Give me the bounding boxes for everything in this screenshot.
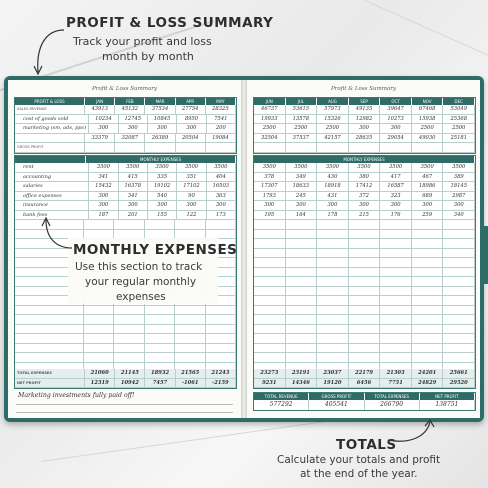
value-cell: 300	[254, 201, 286, 210]
blank-row	[254, 315, 475, 325]
left-page-heading: Profit & Loss Summary	[91, 86, 158, 92]
value-cell: 300	[177, 124, 206, 133]
value-cell: 26389	[145, 134, 175, 143]
value-cell: 10273	[380, 115, 412, 124]
net-cell: 6456	[349, 379, 381, 388]
net-cell: 10942	[115, 379, 145, 388]
value-cell: 16587	[380, 182, 412, 191]
value-cell: 415	[119, 173, 148, 182]
value-cell: 2500	[443, 124, 475, 133]
blank-row	[254, 334, 475, 344]
row-label: cost of goods sold	[15, 115, 89, 124]
value-cell: 16378	[119, 182, 148, 191]
value-cell: 3500	[254, 163, 286, 172]
value-cell: 300	[380, 124, 412, 133]
curved-arrow-icon	[386, 418, 436, 448]
value-cell: 67468	[412, 105, 444, 114]
row-label	[15, 134, 85, 143]
value-cell: 300	[89, 201, 118, 210]
total-cell: 21565	[176, 369, 206, 378]
value-cell: 3500	[177, 163, 206, 172]
value-cell: 176	[380, 211, 412, 220]
value-cell: 33379	[85, 134, 115, 143]
blank-row	[15, 306, 236, 316]
value-cell: 259	[412, 211, 444, 220]
month-header: JUL	[286, 98, 318, 105]
summary-row	[254, 124, 475, 134]
total-revenue-value: 577292	[254, 400, 309, 410]
value-cell: 18633	[286, 182, 318, 191]
total-expenses-value: 266790	[365, 400, 420, 410]
value-cell: 3500	[148, 163, 177, 172]
value-cell: 300	[119, 124, 148, 133]
blank-row	[254, 296, 475, 306]
summary-row-header: PROFIT & LOSS	[15, 98, 85, 105]
net-profit-row	[254, 379, 475, 389]
pl-callout-desc-1: Track your profit and loss	[73, 35, 212, 48]
value-cell: 122	[177, 211, 206, 220]
value-cell: 12982	[349, 115, 381, 124]
value-cell: 3500	[317, 163, 349, 172]
value-cell: 18145	[443, 182, 475, 191]
gross-profit-value: 405541	[309, 400, 364, 410]
value-cell: 300	[349, 201, 381, 210]
value-cell: 53049	[443, 105, 475, 114]
blank-row	[254, 249, 475, 259]
value-cell: 300	[89, 124, 118, 133]
value-cell	[145, 143, 175, 152]
value-cell: 18918	[317, 182, 349, 191]
total-cell: 24201	[412, 369, 444, 378]
blank-row	[254, 258, 475, 268]
expenses-header: MONTHLY EXPENSES	[86, 156, 236, 163]
row-label: GROSS PROFIT	[15, 143, 85, 152]
row-label: marketing (sm, ads, ppc)	[15, 124, 89, 133]
month-header: APR	[176, 98, 206, 105]
blank-row	[15, 334, 236, 344]
blank-row	[254, 325, 475, 335]
value-cell: 90	[177, 192, 206, 201]
total-cell: 18932	[145, 369, 175, 378]
value-cell: 201	[119, 211, 148, 220]
value-cell: 380	[349, 173, 381, 182]
totals-header: TOTAL REVENUE	[254, 393, 309, 400]
value-cell: 49135	[349, 105, 381, 114]
value-cell: 351	[177, 173, 206, 182]
pl-callout-title: PROFIT & LOSS SUMMARY	[66, 15, 274, 31]
me-callout-desc-1: Use this section to track	[75, 261, 203, 273]
value-cell: 32504	[254, 134, 286, 143]
value-cell: 3500	[412, 163, 444, 172]
value-cell: 19933	[254, 115, 286, 124]
value-cell: 389	[443, 173, 475, 182]
value-cell: 39647	[380, 105, 412, 114]
value-cell: 2500	[286, 124, 318, 133]
summary-row	[254, 134, 475, 144]
blank-row	[15, 325, 236, 335]
blank-row	[254, 306, 475, 316]
value-cell: 7541	[207, 115, 236, 124]
blank-row	[254, 277, 475, 287]
summary-row	[15, 143, 236, 153]
value-cell: 300	[412, 201, 444, 210]
expense-row	[15, 201, 236, 211]
row-label: rent	[15, 163, 89, 172]
value-cell: 300	[119, 201, 148, 210]
total-expenses-row	[15, 369, 236, 379]
value-cell: 25181	[443, 134, 475, 143]
summary-row	[254, 105, 475, 115]
value-cell: 2500	[317, 124, 349, 133]
value-cell: 300	[443, 201, 475, 210]
value-cell	[206, 143, 236, 152]
row-label: salaries	[15, 182, 89, 191]
net-cell: 7751	[380, 379, 412, 388]
value-cell: 17412	[349, 182, 381, 191]
curved-arrow-icon	[38, 214, 74, 254]
value-cell	[412, 143, 444, 152]
net-cell: -2159	[206, 379, 236, 388]
value-cell: 16503	[207, 182, 236, 191]
value-cell	[286, 143, 318, 152]
value-cell: 3500	[286, 163, 318, 172]
blank-row	[254, 230, 475, 240]
value-cell: 431	[317, 192, 349, 201]
value-cell: 19084	[206, 134, 236, 143]
handwritten-note: Marketing investments fully paid off!	[18, 392, 135, 399]
total-cell: 21060	[85, 369, 115, 378]
value-cell: 467	[412, 173, 444, 182]
net-cell: 29520	[443, 379, 475, 388]
expense-row	[254, 182, 475, 192]
value-cell: 3500	[349, 163, 381, 172]
value-cell: 300	[207, 201, 236, 210]
value-cell: 13578	[286, 115, 318, 124]
totals-header: NET PROFIT	[420, 393, 475, 400]
net-profit-value: 138751	[420, 400, 475, 410]
value-cell: 245	[286, 192, 318, 201]
value-cell	[380, 143, 412, 152]
value-cell: 417	[380, 173, 412, 182]
blank-row	[254, 268, 475, 278]
value-cell: 28635	[349, 134, 381, 143]
value-cell: 430	[317, 173, 349, 182]
right-expenses-table	[253, 155, 476, 389]
value-cell	[443, 143, 475, 152]
value-cell: 10234	[89, 115, 118, 124]
value-cell: 178	[317, 211, 349, 220]
total-cell: 21145	[115, 369, 145, 378]
value-cell: 37534	[145, 105, 175, 114]
value-cell: 32087	[115, 134, 145, 143]
month-header: AUG	[317, 98, 349, 105]
net-profit-row	[15, 379, 236, 389]
summary-row	[15, 115, 236, 125]
value-cell: 341	[119, 192, 148, 201]
net-cell: 12319	[85, 379, 115, 388]
value-cell: 2987	[443, 192, 475, 201]
value-cell: 10845	[148, 115, 177, 124]
value-cell	[254, 143, 286, 152]
value-cell: 1793	[254, 192, 286, 201]
value-cell: 29054	[380, 134, 412, 143]
me-callout-title: MONTHLY EXPENSES	[73, 242, 238, 258]
value-cell: 689	[412, 192, 444, 201]
value-cell: 300	[148, 124, 177, 133]
total-cell: 22179	[349, 369, 381, 378]
value-cell	[176, 143, 206, 152]
value-cell: 300	[317, 201, 349, 210]
total-cell: 25661	[443, 369, 475, 378]
value-cell: 300	[89, 192, 118, 201]
total-cell: 23191	[286, 369, 318, 378]
total-cell: 23273	[254, 369, 286, 378]
pl-callout-desc-2: month by month	[102, 50, 194, 63]
value-cell	[115, 143, 145, 152]
month-header: FEB	[115, 98, 145, 105]
expense-row	[254, 201, 475, 211]
expense-row	[15, 182, 236, 192]
value-cell: 3500	[380, 163, 412, 172]
row-label: office expenses	[15, 192, 89, 201]
value-cell: 378	[254, 173, 286, 182]
value-cell: 341	[89, 173, 118, 182]
curved-arrow-icon	[28, 26, 68, 81]
value-cell: 12745	[119, 115, 148, 124]
blank-row	[254, 287, 475, 297]
expense-row	[254, 211, 475, 221]
value-cell: 18986	[412, 182, 444, 191]
value-cell: 540	[148, 192, 177, 201]
blank-row	[254, 353, 475, 363]
value-cell	[85, 143, 115, 152]
value-cell: 404	[207, 173, 236, 182]
value-cell: 300	[286, 201, 318, 210]
expense-row	[254, 173, 475, 183]
value-cell: 45132	[115, 105, 145, 114]
blank-row	[15, 353, 236, 363]
month-header: MAY	[206, 98, 236, 105]
totals-callout-title: TOTALS	[336, 437, 397, 453]
expense-row	[254, 163, 475, 173]
blank-row	[15, 315, 236, 325]
value-cell: 28325	[206, 105, 236, 114]
month-header: SEP	[349, 98, 381, 105]
value-cell: 57973	[317, 105, 349, 114]
me-callout-desc-3: expenses	[116, 291, 166, 303]
net-profit-label: NET PROFIT	[15, 379, 85, 388]
value-cell: 15938	[412, 115, 444, 124]
month-header: DEC	[443, 98, 475, 105]
value-cell: 3500	[119, 163, 148, 172]
total-cell: 21303	[380, 369, 412, 378]
value-cell: 37537	[286, 134, 318, 143]
value-cell: 2500	[254, 124, 286, 133]
summary-row	[15, 105, 236, 115]
total-expenses-row	[254, 369, 475, 379]
row-label: accounting	[15, 173, 89, 182]
value-cell: 187	[89, 211, 118, 220]
month-header: NOV	[412, 98, 444, 105]
value-cell: 19102	[148, 182, 177, 191]
value-cell	[317, 143, 349, 152]
value-cell: 3500	[89, 163, 118, 172]
value-cell: 195	[254, 211, 286, 220]
value-cell: 2500	[412, 124, 444, 133]
value-cell: 164	[286, 211, 318, 220]
summary-row	[254, 143, 475, 153]
totals-header: GROSS PROFIT	[309, 393, 364, 400]
expense-row	[15, 173, 236, 183]
blank-row	[254, 220, 475, 230]
value-cell: 300	[349, 124, 381, 133]
total-expenses-label: TOTAL EXPENSES	[15, 369, 85, 378]
row-label: insurance	[15, 201, 89, 210]
blank-row	[15, 344, 236, 354]
value-cell: 3500	[443, 163, 475, 172]
value-cell: 53615	[286, 105, 318, 114]
value-cell: 349	[286, 173, 318, 182]
summary-row	[254, 115, 475, 125]
month-header: MAR	[145, 98, 175, 105]
month-header: JAN	[85, 98, 115, 105]
value-cell: 215	[349, 211, 381, 220]
month-header: OCT	[380, 98, 412, 105]
value-cell: 15432	[89, 182, 118, 191]
value-cell: 17102	[177, 182, 206, 191]
ribbon-bookmark	[482, 226, 488, 284]
net-cell: 9231	[254, 379, 286, 388]
value-cell: 200	[207, 124, 236, 133]
value-cell: 25368	[443, 115, 475, 124]
value-cell: 3500	[207, 163, 236, 172]
me-callout-desc-2: your regular monthly	[85, 276, 197, 288]
value-cell: 372	[349, 192, 381, 201]
value-cell: 323	[380, 192, 412, 201]
value-cell: 300	[148, 201, 177, 210]
blank-row	[254, 344, 475, 354]
left-summary-table	[14, 97, 237, 154]
right-page	[247, 80, 480, 418]
value-cell: 27754	[176, 105, 206, 114]
net-cell: 24829	[412, 379, 444, 388]
value-cell: 155	[148, 211, 177, 220]
net-cell: 7457	[145, 379, 175, 388]
net-cell: 19120	[317, 379, 349, 388]
value-cell: 8950	[177, 115, 206, 124]
total-cell: 21243	[206, 369, 236, 378]
totals-table	[253, 392, 476, 411]
net-cell: -1061	[176, 379, 206, 388]
month-header: JUN	[254, 98, 286, 105]
value-cell: 42157	[317, 134, 349, 143]
expense-row	[15, 192, 236, 202]
totals-callout-desc-2: at the end of the year.	[300, 468, 418, 480]
summary-row	[15, 124, 236, 134]
value-cell: 173	[207, 211, 236, 220]
total-cell: 23037	[317, 369, 349, 378]
value-cell: 300	[177, 201, 206, 210]
value-cell: 15326	[317, 115, 349, 124]
value-cell: 20504	[176, 134, 206, 143]
row-label: bank fees	[15, 211, 89, 220]
expense-row	[254, 192, 475, 202]
summary-row	[15, 134, 236, 144]
right-page-heading: Profit & Loss Summary	[330, 86, 397, 92]
value-cell: 335	[148, 173, 177, 182]
right-summary-table	[253, 97, 476, 154]
value-cell: 363	[207, 192, 236, 201]
value-cell: 300	[380, 201, 412, 210]
value-cell: 49030	[412, 134, 444, 143]
totals-callout-desc-1: Calculate your totals and profit	[277, 454, 441, 466]
expenses-header: MONTHLY EXPENSES	[254, 156, 475, 163]
blank-row	[254, 239, 475, 249]
totals-header: TOTAL EXPENSES	[365, 393, 420, 400]
row-label: SALES REVENUE	[15, 105, 85, 114]
expense-row	[15, 163, 236, 173]
value-cell: 46737	[254, 105, 286, 114]
net-cell: 14346	[286, 379, 318, 388]
value-cell: 43913	[85, 105, 115, 114]
value-cell: 340	[443, 211, 475, 220]
value-cell: 17307	[254, 182, 286, 191]
value-cell	[349, 143, 381, 152]
